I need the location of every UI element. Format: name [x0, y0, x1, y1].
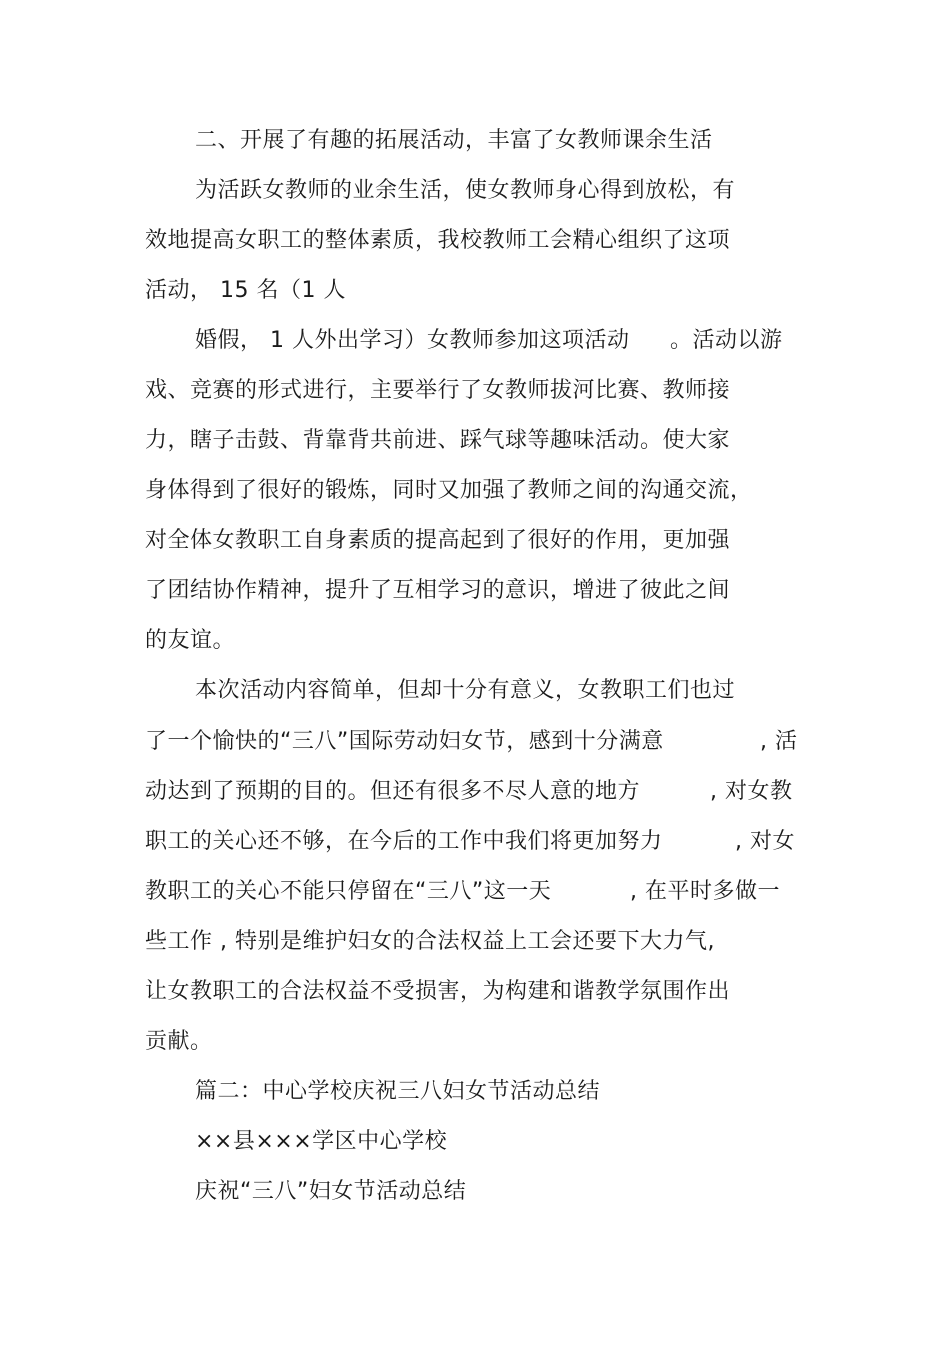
paragraph-line-fragment: , 对女教	[710, 779, 793, 804]
paragraph-line: 本次活动内容简单，但却十分有意义，女教职工们也过	[195, 678, 736, 703]
paragraph-line: 教职工的关心不能只停留在“三八”这一天	[145, 879, 552, 904]
paragraph-line: 活动， 15 名（1 人	[145, 278, 346, 303]
paragraph-line: 动达到了预期的目的。但还有很多不尽人意的地方	[145, 779, 641, 804]
paragraph-line: 让女教职工的合法权益不受损害，为构建和谐教学氛围作出	[145, 979, 731, 1004]
paragraph-line: 了团结协作精神，提升了互相学习的意识，增进了彼此之间	[145, 578, 731, 603]
paragraph-line: 力，瞎子击鼓、背靠背共前进、踩气球等趣味活动。使大家	[145, 428, 731, 453]
paragraph-line: 些工作 , 特别是维护妇女的合法权益上工会还要下大力气,	[145, 929, 715, 954]
paragraph-line: 婚假， 1 人外出学习）女教师参加这项活动	[195, 328, 630, 353]
paragraph-line: 对全体女教职工自身素质的提高起到了很好的作用，更加强	[145, 528, 731, 553]
paragraph-line-fragment: 。活动以游	[670, 328, 783, 353]
paragraph-line: 戏、竞赛的形式进行，主要举行了女教师拔河比赛、教师接	[145, 378, 731, 403]
summary-title: 庆祝“三八”妇女节活动总结	[195, 1179, 467, 1204]
paragraph-line-fragment: , 在平时多做一	[630, 879, 780, 904]
paragraph-line: 效地提高女职工的整体素质，我校教师工会精心组织了这项	[145, 228, 731, 253]
article-title: 篇二：中心学校庆祝三八妇女节活动总结	[195, 1079, 601, 1104]
section-heading: 二、开展了有趣的拓展活动，丰富了女教师课余生活	[195, 128, 713, 153]
paragraph-line: 职工的关心还不够，在今后的工作中我们将更加努力	[145, 829, 663, 854]
paragraph-line: 了一个愉快的“三八”国际劳动妇女节，感到十分满意	[145, 729, 664, 754]
paragraph-line: 身体得到了很好的锻炼，同时又加强了教师之间的沟通交流，	[145, 478, 753, 503]
school-name: ××县×××学区中心学校	[195, 1129, 448, 1154]
paragraph-line-fragment: , 活	[760, 729, 798, 754]
paragraph-line: 的友谊。	[145, 628, 236, 653]
paragraph-line: 为活跃女教师的业余生活，使女教师身心得到放松，有	[195, 178, 736, 203]
paragraph-line: 贡献。	[145, 1029, 213, 1054]
paragraph-line-fragment: , 对女	[735, 829, 795, 854]
